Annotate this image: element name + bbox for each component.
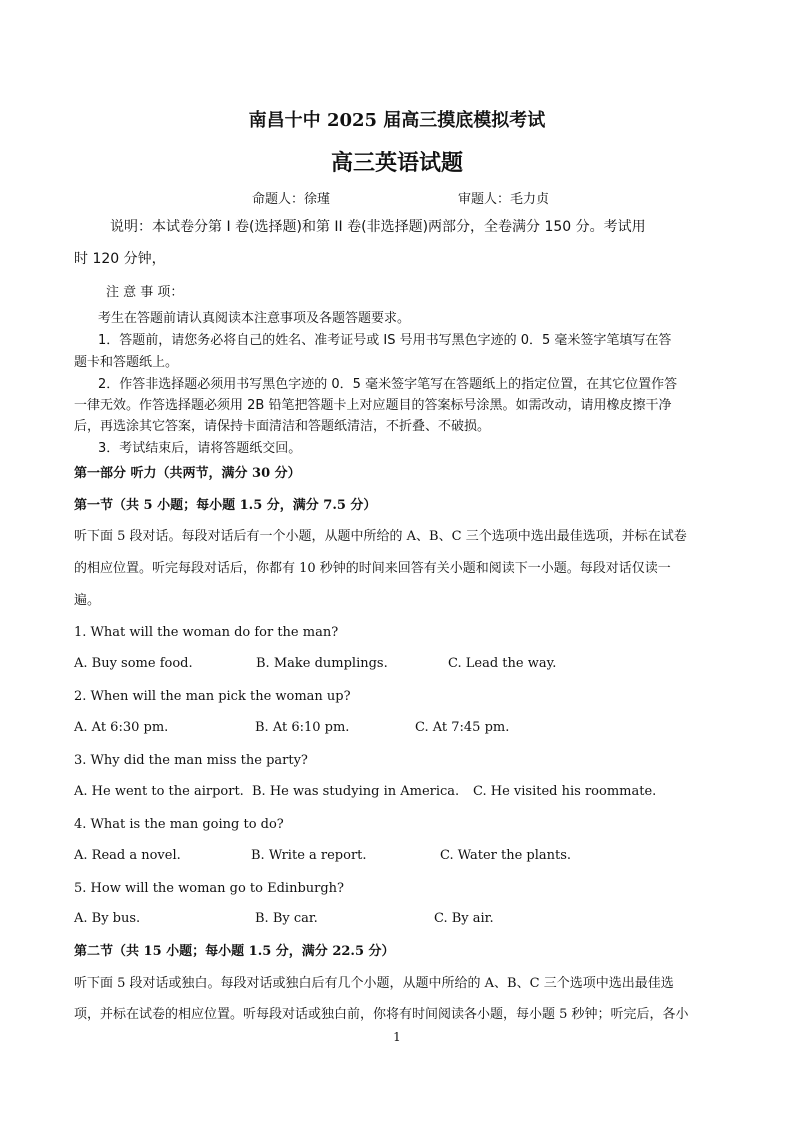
question-3-option-a: A. He went to the airport. — [74, 784, 244, 799]
notice-line: 一律无效。作答选择题必须用 2B 铅笔把答题卡上对应题目的答案标号涂黑。如需改动，请用橡皮擦干净 — [74, 398, 672, 413]
notice-line: 题卡和答题纸上。 — [74, 355, 179, 370]
notice-line: 后，再选涂其它答案，请保持卡面清洁和答题纸清洁，不折叠、不破损。 — [74, 419, 491, 434]
question-4-option-b: B. Write a report. — [251, 848, 367, 863]
section2-heading: 第二节（共 15 小题；每小题 1.5 分，满分 22.5 分） — [74, 944, 395, 959]
question-4-option-c: C. Water the plants. — [440, 848, 572, 863]
section1-instructions: 遍。 — [74, 593, 101, 608]
exam-subtitle: 高三英语试题 — [330, 151, 463, 176]
notice-heading: 注 意 事 项： — [106, 285, 184, 300]
description-line-2: 时 120 分钟， — [74, 251, 166, 267]
section2-instructions: 项，并标在试卷的相应位置。听每段对话或独白前，你将有时间阅读各小题，每小题 5 秒钟；听完后，各小 — [74, 1007, 689, 1022]
question-2: 2. When will the man pick the woman up? — [74, 689, 351, 704]
question-3-option-c: C. He visited his roommate. — [473, 784, 657, 799]
question-5-option-c: C. By air. — [434, 911, 494, 926]
notice-line: 考生在答题前请认真阅读本注意事项及各题答题要求。 — [98, 311, 411, 326]
question-2-option-c: C. At 7:45 pm. — [415, 720, 510, 735]
notice-line: 3．考试结束后，请将答题纸交回。 — [98, 441, 302, 456]
question-5: 5. How will the woman go to Edinburgh? — [74, 881, 345, 896]
question-1-option-a: A. Buy some food. — [74, 656, 193, 671]
question-reviewer: 审题人：毛力贞 — [458, 192, 550, 207]
exam-title: 南昌十中 2025 届高三摸底模拟考试 — [248, 110, 546, 131]
question-1: 1. What will the woman do for the man? — [74, 625, 339, 640]
page-number: 1 — [393, 1030, 401, 1044]
question-3-option-b: B. He was studying in America. — [252, 784, 460, 799]
section2-instructions: 听下面 5 段对话或独白。每段对话或独白后有几个小题，从题中所给的 A、B、C 三个选项中选出最佳选 — [74, 976, 674, 991]
question-setter: 命题人：徐瑾 — [252, 192, 331, 207]
question-5-option-b: B. By car. — [255, 911, 318, 926]
section1-instructions: 听下面 5 段对话。每段对话后有一个小题，从题中所给的 A、B、C 三个选项中选出最佳选项，并标在试卷 — [74, 529, 687, 544]
notice-line: 2．作答非选择题必须用书写黑色字迹的 0．5 毫米签字笔写在答题纸上的指定位置，在其它位置作答 — [98, 377, 678, 392]
question-5-option-a: A. By bus. — [74, 911, 141, 926]
notice-line: 1．答题前，请您务必将自己的姓名、准考证号或 IS 号用书写黑色字迹的 0．5 毫米签字笔填写在答 — [98, 333, 672, 348]
description-line-1: 说明：本试卷分第 I 卷(选择题)和第 II 卷(非选择题)两部分，全卷满分 150 分。考试用 — [110, 219, 646, 235]
part1-heading: 第一部分 听力（共两节，满分 30 分） — [74, 466, 301, 481]
section1-instructions: 的相应位置。听完每段对话后，你都有 10 秒钟的时间来回答有关小题和阅读下一小题。每段对话仅读一 — [74, 561, 671, 576]
question-3: 3. Why did the man miss the party? — [74, 753, 308, 768]
question-2-option-b: B. At 6:10 pm. — [255, 720, 350, 735]
question-4: 4. What is the man going to do? — [74, 817, 284, 832]
question-2-option-a: A. At 6:30 pm. — [74, 720, 169, 735]
section1-heading: 第一节（共 5 小题；每小题 1.5 分，满分 7.5 分） — [74, 498, 377, 513]
question-4-option-a: A. Read a novel. — [74, 848, 181, 863]
question-1-option-b: B. Make dumplings. — [256, 656, 388, 671]
question-1-option-c: C. Lead the way. — [448, 656, 557, 671]
